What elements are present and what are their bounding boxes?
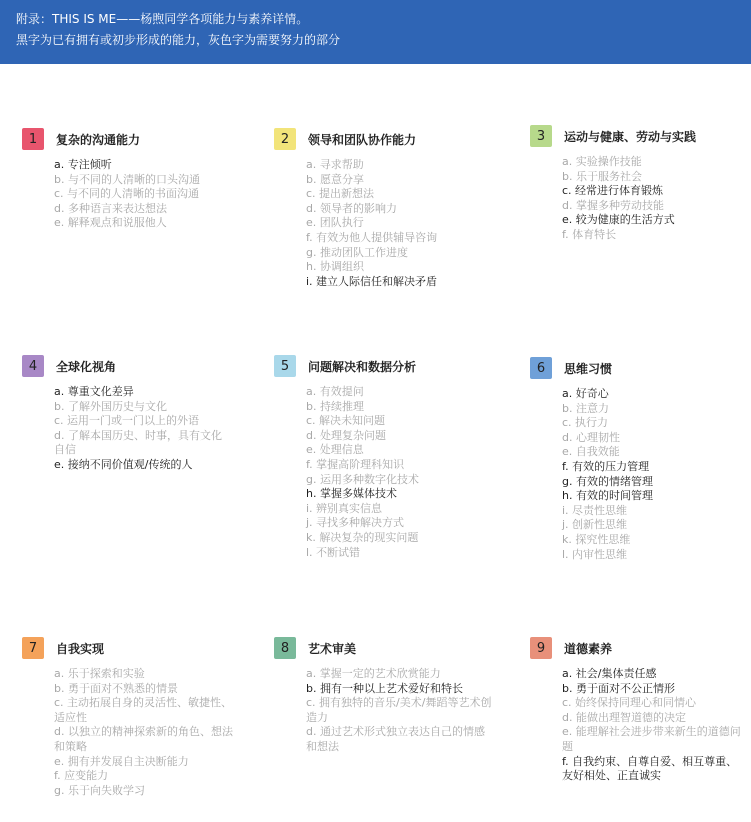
list-item: l. 内审性思维 bbox=[562, 547, 628, 561]
list-item: g. 推动团队工作进度 bbox=[306, 245, 408, 259]
list-item: a. 社会/集体责任感 bbox=[562, 667, 657, 680]
list-item: f. 有效为他人提供辅导咨询 bbox=[306, 230, 438, 244]
list-item: j. 寻找多种解决方式 bbox=[306, 516, 405, 530]
header-title: 附录：THIS IS ME——杨煦同学各项能力与素养详情。 bbox=[16, 12, 309, 26]
list-item: i. 尽责性思维 bbox=[562, 503, 628, 517]
list-item: d. 通过艺术形式独立表达自己的情感和想法 bbox=[306, 725, 485, 753]
list-item: a. 好奇心 bbox=[562, 387, 609, 400]
list-item: c. 经常进行体育锻炼 bbox=[562, 184, 664, 198]
list-item: j. 创新性思维 bbox=[562, 518, 628, 532]
list-item: f. 体育特长 bbox=[562, 227, 617, 241]
ability-list bbox=[22, 385, 222, 473]
header-banner bbox=[0, 0, 751, 64]
header-legend-note: 黑字为已有拥有或初步形成的能力，灰色字为需要努力的部分 bbox=[16, 33, 341, 47]
section-5 bbox=[274, 355, 504, 560]
list-item: a. 掌握一定的艺术欣赏能力 bbox=[306, 667, 441, 680]
list-item: d. 处理复杂问题 bbox=[306, 428, 386, 442]
list-item: d. 掌握多种劳动技能 bbox=[562, 198, 664, 212]
list-item: a. 寻求帮助 bbox=[306, 158, 364, 171]
list-item: h. 协调组织 bbox=[306, 260, 364, 274]
list-item: g. 运用多种数字化技术 bbox=[306, 472, 419, 486]
list-item: a. 专注倾听 bbox=[54, 158, 112, 171]
list-item: d. 领导者的影响力 bbox=[306, 201, 397, 215]
list-item: i. 辨别真实信息 bbox=[306, 501, 383, 515]
list-item: e. 处理信息 bbox=[306, 443, 364, 457]
list-item: g. 乐于向失败学习 bbox=[54, 783, 145, 797]
list-item: c. 执行力 bbox=[562, 416, 609, 430]
list-item: k. 探究性思维 bbox=[562, 532, 631, 546]
section-title: 复杂的沟通能力 bbox=[56, 132, 141, 147]
list-item: d. 了解本国历史、时事，具有文化自信 bbox=[54, 428, 222, 457]
section-number-badge: 4 bbox=[22, 355, 44, 377]
list-item: b. 拥有一种以上艺术爱好和特长 bbox=[306, 681, 463, 695]
section-title: 思维习惯 bbox=[564, 361, 613, 376]
list-item: h. 掌握多媒体技术 bbox=[306, 487, 397, 501]
section-title: 领导和团队协作能力 bbox=[308, 132, 417, 147]
ability-list bbox=[22, 667, 242, 798]
section-6 bbox=[530, 357, 751, 562]
list-item: f. 掌握高阶理科知识 bbox=[306, 457, 405, 471]
list-item: g. 有效的情绪管理 bbox=[562, 474, 653, 488]
list-item: i. 建立人际信任和解决矛盾 bbox=[306, 274, 438, 288]
list-item: e. 拥有并发展自主决断能力 bbox=[54, 754, 189, 768]
list-item: b. 勇于面对不公正情形 bbox=[562, 681, 675, 695]
list-item: l. 不断试错 bbox=[306, 545, 361, 559]
section-title: 问题解决和数据分析 bbox=[308, 359, 417, 374]
list-item: a. 尊重文化差异 bbox=[54, 385, 134, 398]
list-item: d. 多种语言来表达想法 bbox=[54, 201, 167, 215]
section-title: 运动与健康、劳动与实践 bbox=[564, 129, 697, 144]
list-item: c. 主动拓展自身的灵活性、敏捷性、适应性 bbox=[54, 696, 233, 724]
list-item: b. 勇于面对不熟悉的情景 bbox=[54, 681, 178, 695]
ability-list bbox=[530, 667, 746, 784]
section-title: 全球化视角 bbox=[56, 359, 117, 374]
section-8 bbox=[274, 637, 504, 755]
list-item: c. 拥有独特的音乐/美术/舞蹈等艺术创造力 bbox=[306, 696, 492, 724]
section-title: 道德素养 bbox=[564, 641, 613, 656]
list-item: d. 能做出理智道德的决定 bbox=[562, 710, 686, 724]
list-item: f. 应变能力 bbox=[54, 769, 109, 783]
list-item: a. 有效提问 bbox=[306, 385, 364, 398]
list-item: b. 了解外国历史与文化 bbox=[54, 399, 167, 413]
list-item: b. 乐于服务社会 bbox=[562, 169, 642, 183]
section-3 bbox=[530, 125, 751, 243]
list-item: e. 接纳不同价值观/传统的人 bbox=[54, 457, 193, 471]
section-number-badge: 1 bbox=[22, 128, 44, 150]
list-item: c. 提出新想法 bbox=[306, 187, 375, 201]
ability-list bbox=[274, 158, 504, 289]
section-1 bbox=[22, 128, 252, 231]
list-item: c. 始终保持同理心和同情心 bbox=[562, 696, 697, 710]
section-number-badge: 7 bbox=[22, 637, 44, 659]
list-item: c. 与不同的人清晰的书面沟通 bbox=[54, 187, 200, 201]
list-item: e. 较为健康的生活方式 bbox=[562, 213, 675, 227]
list-item: b. 注意力 bbox=[562, 401, 609, 415]
section-7 bbox=[22, 637, 252, 798]
list-item: c. 运用一门或一门以上的外语 bbox=[54, 414, 200, 428]
section-number-badge: 6 bbox=[530, 357, 552, 379]
list-item: b. 愿意分享 bbox=[306, 172, 364, 186]
section-title: 自我实现 bbox=[56, 641, 105, 656]
ability-list bbox=[530, 155, 751, 243]
list-item: d. 心理韧性 bbox=[562, 430, 620, 444]
list-item: e. 能理解社会进步带来新生的道德问题 bbox=[562, 725, 741, 753]
section-9 bbox=[530, 637, 751, 784]
list-item: e. 解释观点和说服他人 bbox=[54, 216, 167, 230]
list-item: c. 解决未知问题 bbox=[306, 414, 386, 428]
section-number-badge: 3 bbox=[530, 125, 552, 147]
list-item: e. 自我效能 bbox=[562, 445, 620, 459]
ability-list bbox=[274, 385, 504, 560]
list-item: f. 自我约束、自尊自爱、相互尊重、友好相处、正直诚实 bbox=[562, 754, 738, 783]
list-item: k. 解决复杂的现实问题 bbox=[306, 530, 419, 544]
list-item: b. 持续推理 bbox=[306, 399, 364, 413]
section-title: 艺术审美 bbox=[308, 641, 357, 656]
section-number-badge: 5 bbox=[274, 355, 296, 377]
ability-list bbox=[22, 158, 252, 231]
list-item: b. 与不同的人清晰的口头沟通 bbox=[54, 172, 200, 186]
ability-list bbox=[274, 667, 492, 755]
list-item: a. 实验操作技能 bbox=[562, 155, 642, 168]
list-item: a. 乐于探索和实验 bbox=[54, 667, 145, 680]
section-number-badge: 8 bbox=[274, 637, 296, 659]
list-item: d. 以独立的精神探索新的角色、想法和策略 bbox=[54, 725, 233, 753]
list-item: h. 有效的时间管理 bbox=[562, 489, 653, 503]
section-2 bbox=[274, 128, 504, 289]
section-number-badge: 9 bbox=[530, 637, 552, 659]
section-number-badge: 2 bbox=[274, 128, 296, 150]
section-4 bbox=[22, 355, 252, 473]
list-item: f. 有效的压力管理 bbox=[562, 459, 650, 473]
list-item: e. 团队执行 bbox=[306, 216, 364, 230]
ability-list bbox=[530, 387, 751, 562]
